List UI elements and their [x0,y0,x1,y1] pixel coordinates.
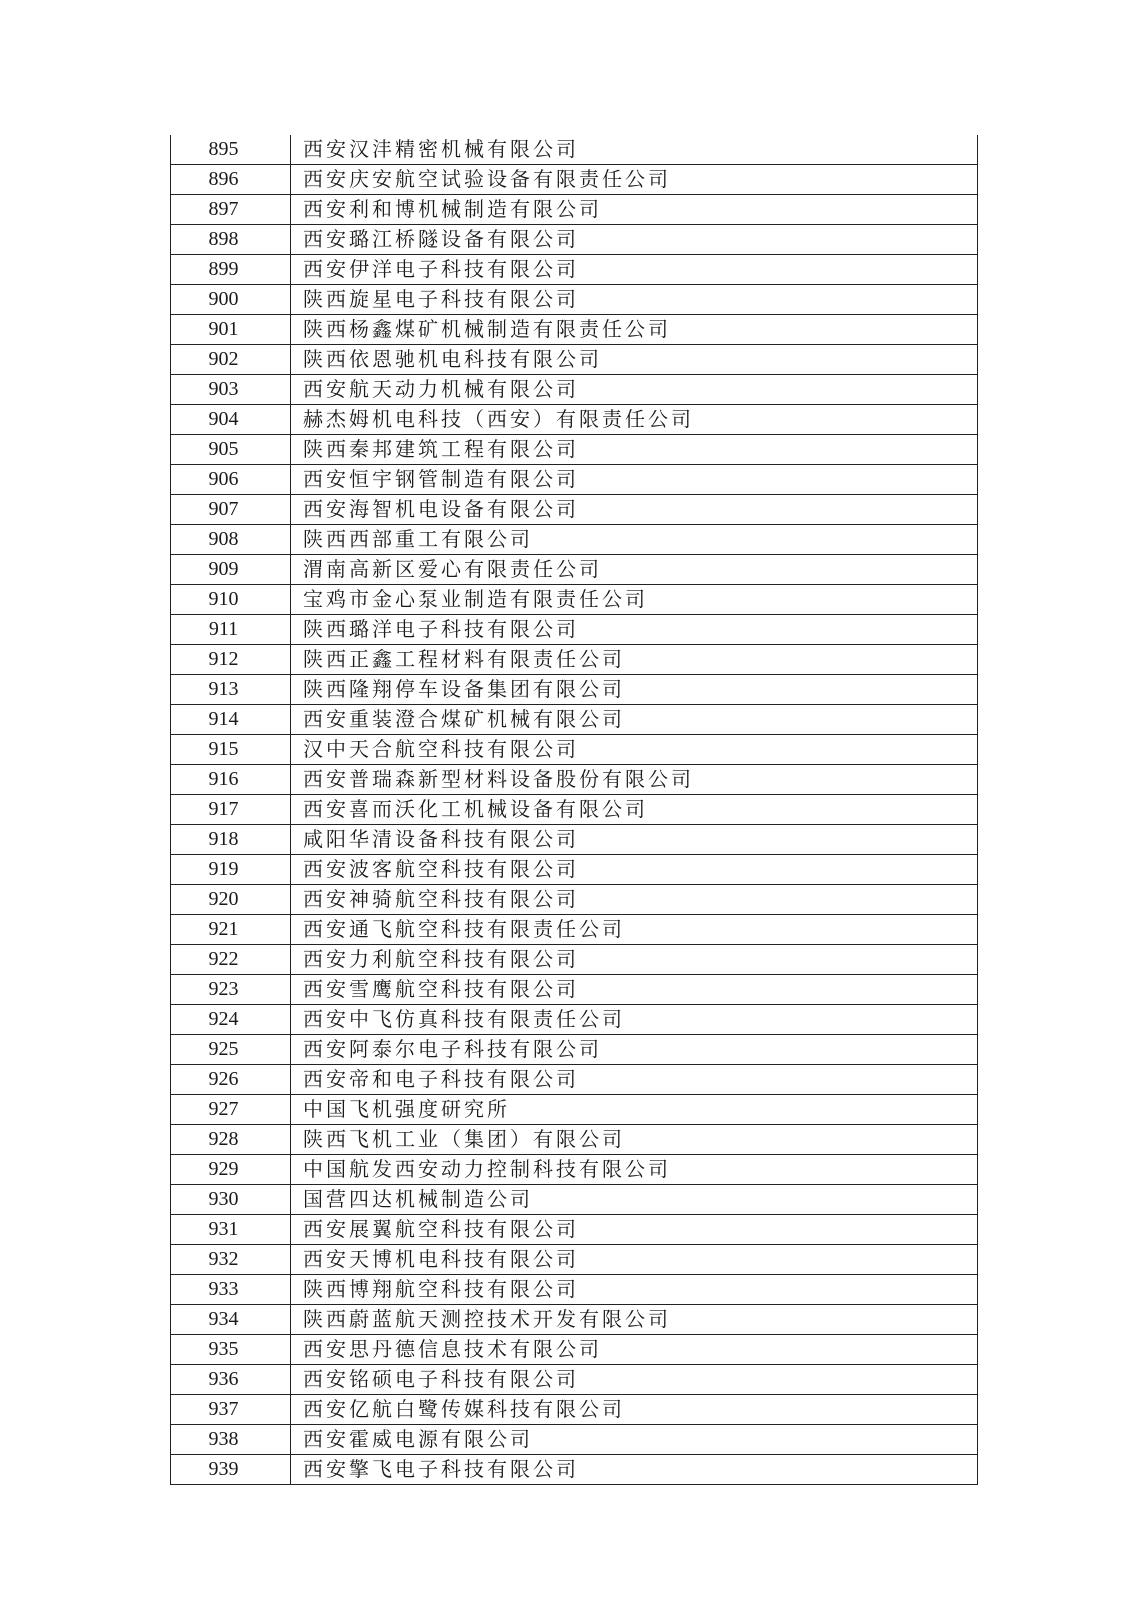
row-number-cell: 917 [171,795,291,825]
row-number-cell: 912 [171,645,291,675]
row-number-cell: 913 [171,675,291,705]
company-name-cell: 西安伊洋电子科技有限公司 [291,255,978,285]
table-row [171,825,978,855]
company-name-cell: 西安力利航空科技有限公司 [291,945,978,975]
company-name-cell: 西安擎飞电子科技有限公司 [291,1455,978,1485]
company-name-cell: 陕西西部重工有限公司 [291,525,978,555]
row-number-cell: 901 [171,315,291,345]
table-row [171,1305,978,1335]
company-name-cell: 西安喜而沃化工机械设备有限公司 [291,795,978,825]
table-row [171,915,978,945]
row-number-cell: 895 [171,135,291,165]
company-name-cell: 西安中飞仿真科技有限责任公司 [291,1005,978,1035]
table-row [171,645,978,675]
company-name-cell: 陕西飞机工业（集团）有限公司 [291,1125,978,1155]
table-row [171,405,978,435]
table-row [171,795,978,825]
company-list-table [170,135,978,1485]
company-name-cell: 汉中天合航空科技有限公司 [291,735,978,765]
row-number-cell: 908 [171,525,291,555]
company-name-cell: 西安恒宇钢管制造有限公司 [291,465,978,495]
row-number-cell: 937 [171,1395,291,1425]
table-row [171,495,978,525]
company-name-cell: 陕西博翔航空科技有限公司 [291,1275,978,1305]
row-number-cell: 938 [171,1425,291,1455]
table-row [171,345,978,375]
company-name-cell: 渭南高新区爱心有限责任公司 [291,555,978,585]
row-number-cell: 925 [171,1035,291,1065]
row-number-cell: 896 [171,165,291,195]
table-row [171,945,978,975]
company-name-cell: 西安阿泰尔电子科技有限公司 [291,1035,978,1065]
row-number-cell: 920 [171,885,291,915]
row-number-cell: 935 [171,1335,291,1365]
row-number-cell: 932 [171,1245,291,1275]
company-name-cell: 西安重装澄合煤矿机械有限公司 [291,705,978,735]
table-row [171,555,978,585]
company-name-cell: 西安普瑞森新型材料设备股份有限公司 [291,765,978,795]
row-number-cell: 929 [171,1155,291,1185]
row-number-cell: 924 [171,1005,291,1035]
row-number-cell: 926 [171,1065,291,1095]
company-name-cell: 西安帝和电子科技有限公司 [291,1065,978,1095]
company-name-cell: 陕西旋星电子科技有限公司 [291,285,978,315]
row-number-cell: 931 [171,1215,291,1245]
table-row [171,525,978,555]
row-number-cell: 939 [171,1455,291,1485]
company-name-cell: 陕西璐洋电子科技有限公司 [291,615,978,645]
row-number-cell: 923 [171,975,291,1005]
row-number-cell: 899 [171,255,291,285]
company-name-cell: 中国航发西安动力控制科技有限公司 [291,1155,978,1185]
row-number-cell: 909 [171,555,291,585]
company-name-cell: 中国飞机强度研究所 [291,1095,978,1125]
table-row [171,1215,978,1245]
table-row [171,225,978,255]
table-row [171,585,978,615]
row-number-cell: 897 [171,195,291,225]
table-row [171,1005,978,1035]
company-name-cell: 陕西秦邦建筑工程有限公司 [291,435,978,465]
company-name-cell: 咸阳华清设备科技有限公司 [291,825,978,855]
table-row [171,1335,978,1365]
company-name-cell: 西安展翼航空科技有限公司 [291,1215,978,1245]
company-name-cell: 陕西隆翔停车设备集团有限公司 [291,675,978,705]
table-row [171,1455,978,1485]
company-name-cell: 陕西蔚蓝航天测控技术开发有限公司 [291,1305,978,1335]
table-row [171,615,978,645]
table-row [171,765,978,795]
company-name-cell: 西安思丹德信息技术有限公司 [291,1335,978,1365]
company-name-cell: 西安波客航空科技有限公司 [291,855,978,885]
row-number-cell: 921 [171,915,291,945]
row-number-cell: 900 [171,285,291,315]
row-number-cell: 916 [171,765,291,795]
row-number-cell: 903 [171,375,291,405]
row-number-cell: 922 [171,945,291,975]
row-number-cell: 915 [171,735,291,765]
table-row [171,285,978,315]
company-name-cell: 西安通飞航空科技有限责任公司 [291,915,978,945]
row-number-cell: 902 [171,345,291,375]
table-row [171,435,978,465]
row-number-cell: 933 [171,1275,291,1305]
table-row [171,885,978,915]
company-name-cell: 西安庆安航空试验设备有限责任公司 [291,165,978,195]
row-number-cell: 934 [171,1305,291,1335]
table-row [171,135,978,165]
table-row [171,705,978,735]
company-name-cell: 陕西杨鑫煤矿机械制造有限责任公司 [291,315,978,345]
table-row [171,855,978,885]
company-name-cell: 陕西正鑫工程材料有限责任公司 [291,645,978,675]
company-name-cell: 西安铭硕电子科技有限公司 [291,1365,978,1395]
company-name-cell: 西安天博机电科技有限公司 [291,1245,978,1275]
company-name-cell: 西安海智机电设备有限公司 [291,495,978,525]
row-number-cell: 928 [171,1125,291,1155]
company-name-cell: 西安汉沣精密机械有限公司 [291,135,978,165]
table-row [171,1395,978,1425]
table-row [171,1425,978,1455]
row-number-cell: 910 [171,585,291,615]
row-number-cell: 907 [171,495,291,525]
table-row [171,465,978,495]
table-row [171,1155,978,1185]
company-name-cell: 西安神骑航空科技有限公司 [291,885,978,915]
table-row [171,1365,978,1395]
row-number-cell: 918 [171,825,291,855]
company-name-cell: 西安霍威电源有限公司 [291,1425,978,1455]
table-row [171,735,978,765]
row-number-cell: 904 [171,405,291,435]
row-number-cell: 905 [171,435,291,465]
company-name-cell: 赫杰姆机电科技（西安）有限责任公司 [291,405,978,435]
table-row [171,375,978,405]
company-name-cell: 西安航天动力机械有限公司 [291,375,978,405]
company-name-cell: 陕西依恩驰机电科技有限公司 [291,345,978,375]
company-name-cell: 西安璐江桥隧设备有限公司 [291,225,978,255]
table-row [171,675,978,705]
table-row [171,1185,978,1215]
row-number-cell: 898 [171,225,291,255]
table-row [171,1035,978,1065]
table-row [171,165,978,195]
table-row [171,1275,978,1305]
company-name-cell: 西安亿航白鹭传媒科技有限公司 [291,1395,978,1425]
row-number-cell: 930 [171,1185,291,1215]
table-body [171,135,978,1485]
table-row [171,1095,978,1125]
table-row [171,255,978,285]
table-row [171,1125,978,1155]
row-number-cell: 914 [171,705,291,735]
table-row [171,195,978,225]
company-name-cell: 西安利和博机械制造有限公司 [291,195,978,225]
company-name-cell: 国营四达机械制造公司 [291,1185,978,1215]
row-number-cell: 936 [171,1365,291,1395]
table-row [171,975,978,1005]
row-number-cell: 927 [171,1095,291,1125]
table-row [171,1245,978,1275]
row-number-cell: 911 [171,615,291,645]
row-number-cell: 906 [171,465,291,495]
company-name-cell: 西安雪鹰航空科技有限公司 [291,975,978,1005]
row-number-cell: 919 [171,855,291,885]
company-name-cell: 宝鸡市金心泵业制造有限责任公司 [291,585,978,615]
table-row [171,315,978,345]
table-row [171,1065,978,1095]
